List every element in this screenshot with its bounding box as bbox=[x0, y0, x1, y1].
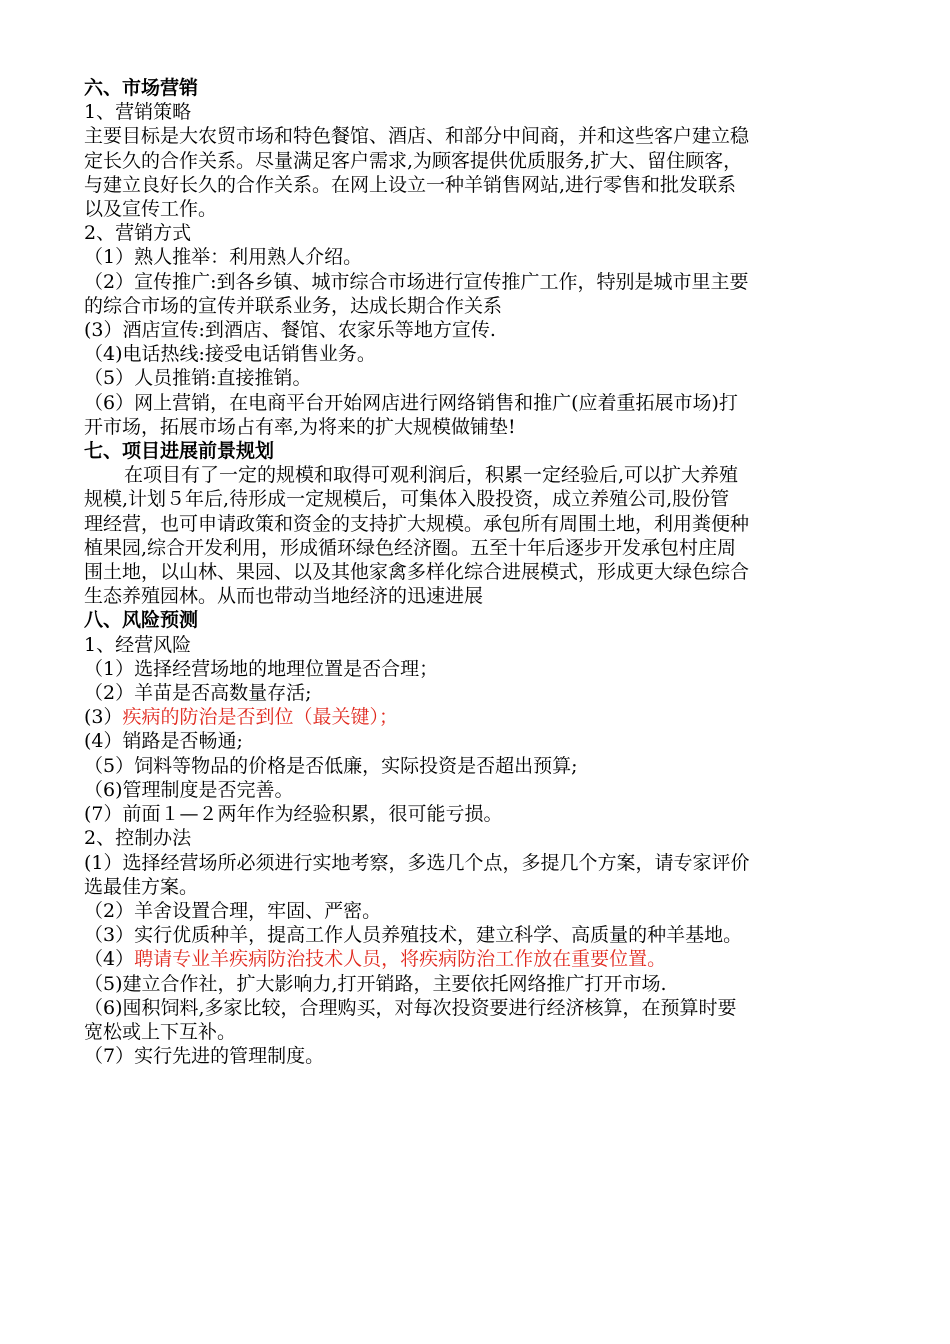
section-heading-project-outlook: 七、项目进展前景规划 bbox=[84, 440, 275, 463]
list-marketing-methods bbox=[84, 245, 868, 439]
paragraph-line: 与建立良好长久的合作关系。在网上设立一种羊销售网站,进行零售和批发联系 bbox=[84, 173, 737, 196]
subheading-marketing-methods: 2、营销方式 bbox=[84, 222, 192, 245]
list-item: （1）熟人推举：利用熟人介绍。 bbox=[84, 246, 363, 269]
paragraph-line: 规模,计划５年后,待形成一定规模后，可集体入股投资，成立养殖公司,股份管 bbox=[84, 488, 730, 511]
list-item-continuation: 选最佳方案。 bbox=[84, 875, 199, 898]
list-item: (3）酒店宣传:到酒店、餐馆、农家乐等地方宣传. bbox=[84, 319, 496, 342]
list-item: （6）网上营销，在电商平台开始网店进行网络销售和推广(应着重拓展市场)打 bbox=[84, 391, 738, 414]
paragraph-line: 理经营，也可申请政策和资金的支持扩大规模。承包所有周围土地，利用粪便种 bbox=[84, 512, 750, 535]
list-item: （2）宣传推广:到各乡镇、城市综合市场进行宣传推广工作，特别是城市里主要 bbox=[84, 270, 749, 293]
list-item: （6)囤积饲料,多家比较，合理购买，对每次投资要进行经济核算，在预算时要 bbox=[84, 996, 737, 1019]
paragraph-project-outlook bbox=[84, 463, 868, 608]
list-item: （5）饲料等物品的价格是否低廉，实际投资是否超出预算; bbox=[84, 754, 578, 777]
list-item bbox=[84, 705, 868, 729]
paragraph-marketing-strategy bbox=[84, 124, 868, 221]
highlighted-text: 聘请专业羊疾病防治技术人员，将疾病防治工作放在重要位置。 bbox=[134, 948, 667, 971]
list-item: （7）实行先进的管理制度。 bbox=[84, 1045, 325, 1068]
paragraph-line: 定长久的合作关系。尽量满足客户需求,为顾客提供优质服务,扩大、留住顾客， bbox=[84, 149, 743, 172]
document-body bbox=[84, 76, 868, 1068]
subheading-marketing-strategy: 1、营销策略 bbox=[84, 101, 192, 124]
list-item: （1）选择经营场地的地理位置是否合理； bbox=[84, 657, 439, 680]
section-heading-marketing: 六、市场营销 bbox=[84, 77, 199, 99]
list-item: (1）选择经营场所必须进行实地考察，多选几个点，多提几个方案，请专家评价 bbox=[84, 851, 750, 874]
list-item: (7）前面１—２两年作为经验积累，很可能亏损。 bbox=[84, 803, 503, 826]
subheading-operating-risk: 1、经营风险 bbox=[84, 633, 192, 656]
paragraph-line: 在项目有了一定的规模和取得可观利润后，积累一定经验后,可以扩大养殖 bbox=[124, 464, 739, 487]
list-item: （2）羊舍设置合理，牢固、严密。 bbox=[84, 899, 382, 922]
list-item: （2）羊苗是否高数量存活; bbox=[84, 682, 312, 705]
list-item: （6)管理制度是否完善。 bbox=[84, 778, 294, 801]
paragraph-line: 生态养殖园林。从而也带动当地经济的迅速进展 bbox=[84, 585, 484, 608]
list-item-number: （4） bbox=[84, 948, 135, 971]
paragraph-line: 主要目标是大农贸市场和特色餐馆、酒店、和部分中间商，并和这些客户建立稳 bbox=[84, 125, 750, 148]
paragraph-line: 植果园,综合开发利用，形成循环绿色经济圈。五至十年后逐步开发承包村庄周 bbox=[84, 536, 737, 559]
list-item-continuation: 宽松或上下互补。 bbox=[84, 1020, 237, 1043]
list-control-measures bbox=[84, 851, 868, 1069]
list-item: 开市场，拓展市场占有率,为将来的扩大规模做铺垫! bbox=[84, 415, 516, 438]
list-item: 的综合市场的宣传并联系业务，达成长期合作关系 bbox=[84, 294, 503, 317]
list-item: （4)电话热线:接受电话销售业务。 bbox=[84, 343, 376, 366]
list-item: （5)建立合作社，扩大影响力,打开销路，主要依托网络推广打开市场. bbox=[84, 972, 667, 995]
paragraph-line: 以及宣传工作。 bbox=[84, 198, 218, 221]
list-item: （3）实行优质种羊，提高工作人员养殖技术，建立科学、高质量的种羊基地。 bbox=[84, 924, 743, 947]
highlighted-text: 疾病的防治是否到位（最关键）； bbox=[122, 706, 399, 729]
section-heading-risk-forecast: 八、风险预测 bbox=[84, 609, 199, 632]
list-item: (4）销路是否畅通; bbox=[84, 730, 243, 753]
list-operating-risk bbox=[84, 657, 868, 826]
subheading-control-measures: 2、控制办法 bbox=[84, 827, 192, 850]
paragraph-line: 围土地，以山林、果园、以及其他家禽多样化综合进展模式，形成更大绿色综合 bbox=[84, 561, 750, 584]
list-item bbox=[84, 947, 868, 971]
list-item: （5）人员推销:直接推销。 bbox=[84, 367, 312, 390]
list-item-number: (3） bbox=[84, 706, 123, 729]
